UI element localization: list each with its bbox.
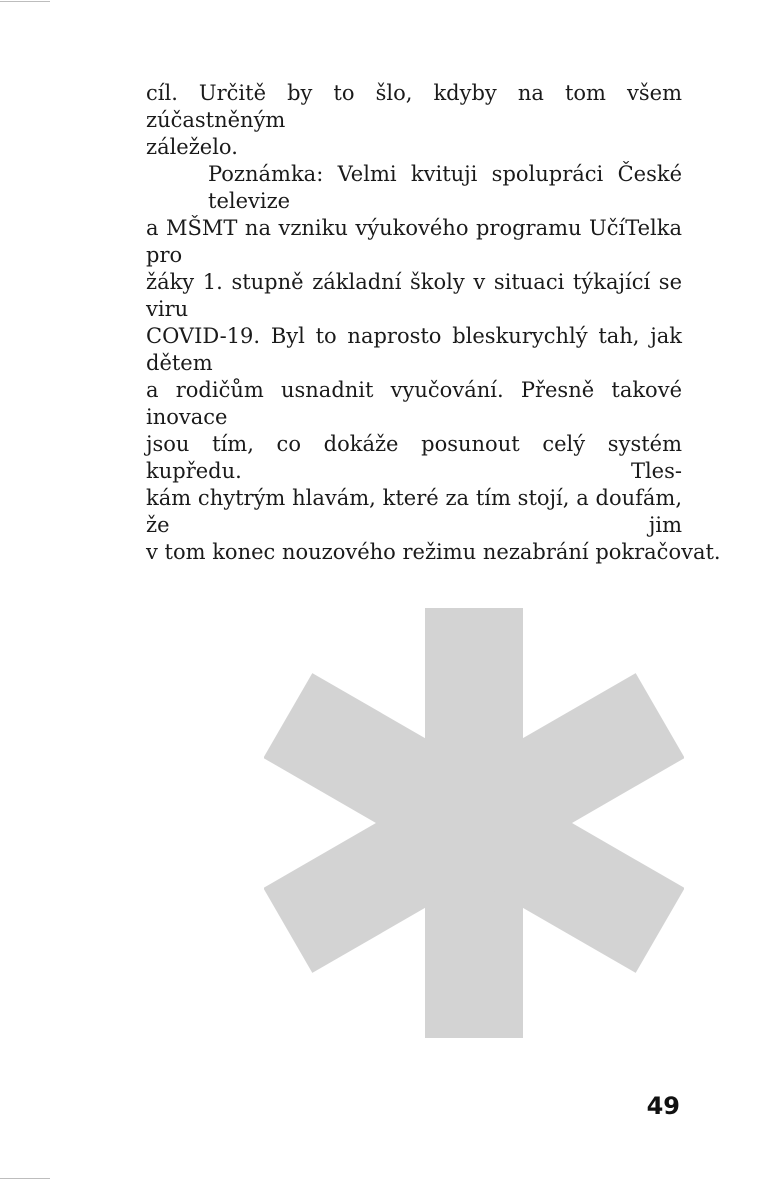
text-line: cíl. Určitě by to šlo, kdyby na tom všem zúčastněným [146, 81, 682, 132]
text-line: žáky 1. stupně základní školy v situaci týkající se viru [146, 270, 682, 321]
text-line: COVID-19. Byl to naprosto bleskurychlý tah, jak dětem [146, 324, 682, 375]
text-line: Poznámka: Velmi kvituji spolupráci České televize [208, 162, 682, 213]
page-number: 49 [646, 1092, 680, 1120]
text-line: jsou tím, co dokáže posunout celý systém kupředu. Tles- [146, 432, 682, 483]
body-text [146, 80, 721, 566]
crop-mark-top [0, 1, 50, 2]
crop-mark-bottom [0, 1178, 50, 1179]
asterisk-icon [264, 608, 684, 1038]
text-line: kám chytrým hlavám, které za tím stojí, a doufám, že jim [146, 486, 682, 537]
text-line: záleželo. [146, 135, 238, 159]
text-line: v tom konec nouzového režimu nezabrání pokračovat. [146, 540, 721, 564]
text-line: a rodičům usnadnit vyučování. Přesně takové inovace [146, 378, 682, 429]
text-line: a MŠMT na vzniku výukového programu UčíTelka pro [146, 216, 682, 267]
